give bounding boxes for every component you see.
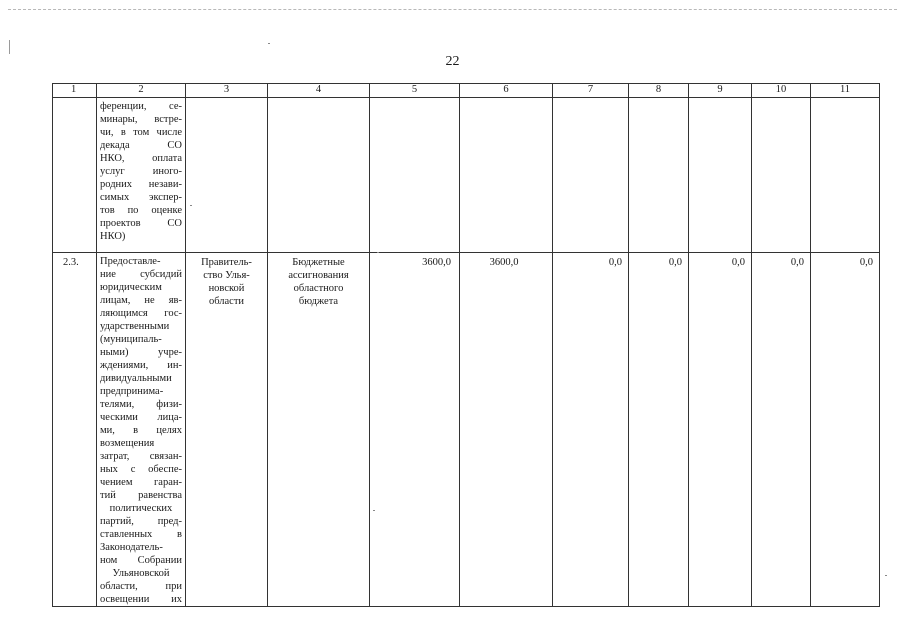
description-line: возмещения bbox=[100, 438, 155, 449]
description-line: телями, физи- bbox=[100, 399, 182, 410]
header-col-3: 3 bbox=[186, 84, 268, 98]
header-row bbox=[53, 84, 880, 98]
scan-edge-top bbox=[8, 9, 897, 10]
scan-speck bbox=[268, 43, 270, 44]
description-line: чи, в том числе bbox=[100, 127, 182, 138]
description-line: ными) учре- bbox=[100, 347, 182, 358]
description-line: области, при bbox=[100, 581, 182, 592]
table-row bbox=[53, 98, 880, 253]
description-line: родних незави- bbox=[100, 179, 182, 190]
executor-line: Правитель- bbox=[201, 257, 252, 268]
source-line: областного bbox=[293, 283, 344, 294]
description-line: декада СО bbox=[100, 140, 182, 151]
row-description bbox=[97, 253, 186, 607]
row-source bbox=[268, 98, 370, 253]
description-line: ческими лица- bbox=[100, 412, 182, 423]
description-line: ляющимся гос- bbox=[100, 308, 182, 319]
description-line: симых экспер- bbox=[100, 192, 182, 203]
description-line: ми, в целях bbox=[100, 425, 182, 436]
header-col-11: 11 bbox=[811, 84, 880, 98]
value-col-9: 0,0 bbox=[689, 253, 752, 607]
value-col-7 bbox=[553, 98, 629, 253]
description-line: ударственными bbox=[100, 321, 170, 332]
source-line: ассигнования bbox=[288, 270, 349, 281]
description-line: минары, встре- bbox=[100, 114, 182, 125]
header-col-10: 10 bbox=[752, 84, 811, 98]
value-col-6 bbox=[460, 98, 553, 253]
table-row bbox=[53, 253, 880, 607]
value-col-5: 3600,0 bbox=[370, 253, 460, 607]
value-col-10 bbox=[752, 98, 811, 253]
scan-speck bbox=[885, 575, 887, 576]
executor-line: области bbox=[208, 296, 245, 307]
row-description bbox=[97, 98, 186, 253]
description-line: предпринима- bbox=[100, 386, 164, 397]
value-col-8 bbox=[629, 98, 689, 253]
header-col-1: 1 bbox=[53, 84, 97, 98]
header-col-7: 7 bbox=[553, 84, 629, 98]
page-number: 22 bbox=[445, 54, 460, 69]
source-line: Бюджетные bbox=[292, 257, 345, 268]
description-line: тов по оценке bbox=[100, 205, 182, 216]
description-line: партий, пред- bbox=[100, 516, 182, 527]
description-line: ставленных в bbox=[100, 529, 182, 540]
description-line: лицам, не яв- bbox=[100, 295, 182, 306]
description-line: проектов СО bbox=[100, 218, 182, 229]
value-col-11: 0,0 bbox=[811, 253, 880, 607]
description-line: ном Собрании bbox=[100, 555, 182, 566]
description-line: ных с обеспе- bbox=[100, 464, 182, 475]
description-line: дивидуальными bbox=[100, 373, 172, 384]
value-col-8: 0,0 bbox=[629, 253, 689, 607]
row-executor bbox=[186, 253, 268, 607]
header-col-4: 4 bbox=[268, 84, 370, 98]
executor-line: ство Улья- bbox=[203, 270, 250, 281]
value-col-7: 0,0 bbox=[553, 253, 629, 607]
description-line: тий равенства bbox=[100, 490, 182, 501]
description-line: Ульяновской bbox=[112, 568, 170, 579]
header-col-6: 6 bbox=[460, 84, 553, 98]
budget-table bbox=[52, 83, 880, 607]
description-line: юридическим bbox=[100, 282, 162, 293]
description-line: НКО) bbox=[100, 231, 126, 242]
description-line: политических bbox=[109, 503, 173, 514]
value-col-9 bbox=[689, 98, 752, 253]
value-col-6: 3600,0 bbox=[460, 253, 553, 607]
value-col-11 bbox=[811, 98, 880, 253]
scan-speck bbox=[373, 510, 375, 511]
description-line: услуг иного- bbox=[100, 166, 182, 177]
scan-speck bbox=[377, 252, 379, 253]
value-col-5 bbox=[370, 98, 460, 253]
source-line: бюджета bbox=[298, 296, 339, 307]
description-line: ференции, се- bbox=[100, 101, 182, 112]
row-number bbox=[53, 98, 97, 253]
header-col-8: 8 bbox=[629, 84, 689, 98]
description-line: затрат, связан- bbox=[100, 451, 182, 462]
description-line: ние субсидий bbox=[100, 269, 182, 280]
row-executor bbox=[186, 98, 268, 253]
description-line: освещении их bbox=[100, 594, 182, 605]
scan-speck bbox=[190, 205, 192, 206]
header-col-5: 5 bbox=[370, 84, 460, 98]
description-line: ждениями, ин- bbox=[100, 360, 182, 371]
row-source bbox=[268, 253, 370, 607]
scan-edge-left bbox=[9, 40, 10, 54]
description-line: Законодатель- bbox=[100, 542, 163, 553]
header-col-2: 2 bbox=[97, 84, 186, 98]
description-line: (муниципаль- bbox=[100, 334, 162, 345]
executor-line: новской bbox=[208, 283, 245, 294]
row-number: 2.3. bbox=[53, 253, 97, 607]
header-col-9: 9 bbox=[689, 84, 752, 98]
value-col-10: 0,0 bbox=[752, 253, 811, 607]
description-line: Предоставле- bbox=[100, 256, 161, 267]
description-line: НКО, оплата bbox=[100, 153, 182, 164]
description-line: чением гаран- bbox=[100, 477, 182, 488]
